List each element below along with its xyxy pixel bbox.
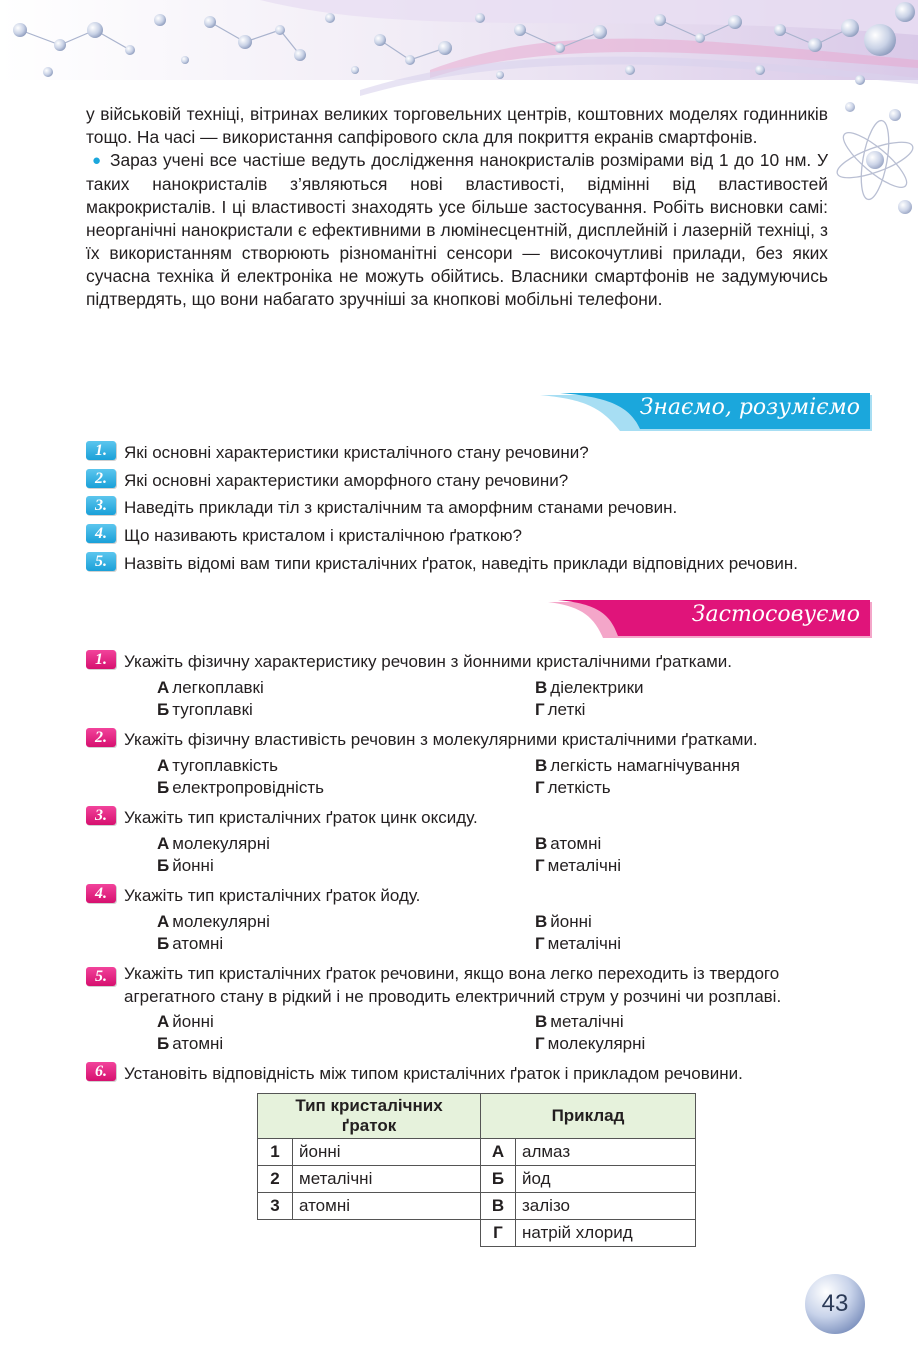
answer-option[interactable] [157,755,278,777]
intro-paragraph-2-text: Зараз учені все частіше ведуть дослідження нанокристалів розмірами від 1 до 10 нм. У таких нанокристалів з’являються нові властивості, відмінні від властивостей макрокристалів. І ці властивості знаходять усе більше застосування. Робіть висновки самі: неорганічні нанокристали є ефективними в люмінесцентній, дисплейній і лазерній техніці, з їх використанням створюють різноманітні сенсори — високочутливі прилади, без яких сучасна техніка й електроніка не можуть обійтись. Власники смартфонів не задумуючись підтвердять, що вони набагато зручніші за кнопкові мобільні телефони. [86,150,828,309]
option-letter: А [157,1012,170,1031]
option-letter: А [157,756,170,775]
row-key: 2 [258,1166,293,1193]
option-text: легкість намагнічування [550,756,740,775]
table-row [258,1166,696,1193]
header-text: ґраток [341,1116,397,1135]
question-text: Що називають кристалом і кристалічною ґраткою? [124,526,522,545]
table-row [258,1193,696,1220]
question-number-badge: 1. [86,441,116,460]
question-item [86,441,589,464]
row-key: Б [481,1166,516,1193]
option-letter: Б [157,778,170,797]
answer-option[interactable] [535,833,601,855]
answer-option[interactable] [535,911,592,933]
task-text: Укажіть тип кристалічних ґраток йоду. [124,886,421,905]
question-text: Які основні характеристики аморфного стану речовини? [124,471,569,490]
option-letter: В [535,678,548,697]
table-header-type [258,1094,481,1139]
option-text: молекулярні [172,912,270,931]
option-letter: В [535,912,548,931]
table-header-example: Приклад [481,1094,696,1139]
answer-option[interactable] [535,1033,645,1055]
answer-option[interactable] [157,1011,214,1033]
intro-paragraph-2 [86,149,828,311]
task-number-badge: 3. [86,806,116,825]
option-text: металічні [547,856,621,875]
option-text: металічні [547,934,621,953]
answer-option[interactable] [535,1011,624,1033]
question-number-badge: 4. [86,524,116,543]
option-letter: В [535,1012,548,1031]
header-text: Тип кристалічних [295,1096,443,1115]
empty-cell [293,1220,481,1247]
row-key: 1 [258,1139,293,1166]
question-item [86,496,677,519]
intro-text [86,103,828,311]
row-value: алмаз [516,1139,696,1166]
row-value: металічні [293,1166,481,1193]
question-item [86,552,798,575]
section-title: Застосовуємо [691,602,860,627]
answer-option[interactable] [157,699,253,721]
question-text: Назвіть відомі вам типи кристалічних ґраток, наведіть приклади відповідних речовин. [124,554,798,573]
option-letter: Б [157,856,170,875]
option-text: йонні [550,912,592,931]
task-text: Установіть відповідність між типом кристалічних ґраток і прикладом речовини. [124,1064,743,1083]
option-text: тугоплавкі [172,700,253,719]
question-number-badge: 3. [86,496,116,515]
option-letter: Г [535,934,545,953]
answer-option[interactable] [157,911,270,933]
option-text: електропровідність [172,778,324,797]
task-text-line: Укажіть тип кристалічних ґраток речовини, якщо вона легко переходить із твердого [124,964,780,983]
atom-decoration [820,95,918,225]
option-text: діелектрики [550,678,644,697]
section-header-apply [548,600,872,640]
option-text: тугоплавкість [172,756,279,775]
matching-table [257,1093,696,1247]
page-number: 43 [821,1290,849,1317]
question-number-badge: 5. [86,552,116,571]
option-text: йонні [172,1012,214,1031]
task-text: Укажіть тип кристалічних ґраток цинк оксиду. [124,808,478,827]
option-text: атомні [172,934,224,953]
option-text: металічні [550,1012,624,1031]
option-letter: Б [157,700,170,719]
option-text: атомні [172,1034,224,1053]
answer-option[interactable] [157,833,270,855]
question-item [86,524,522,547]
bullet-icon: ● [92,152,102,169]
question-text: Наведіть приклади тіл з кристалічним та аморфним станами речовин. [124,498,678,517]
row-value: атомні [293,1193,481,1220]
task-item [86,806,478,829]
question-item [86,469,568,492]
row-value: натрій хлорид [516,1220,696,1247]
question-number-badge: 2. [86,469,116,488]
row-value: залізо [516,1193,696,1220]
task-number-badge: 6. [86,1062,116,1081]
task-number-badge: 1. [86,650,116,669]
answer-option[interactable] [157,777,324,799]
answer-option[interactable] [157,933,223,955]
task-text-line: агрегатного стану в рідкий і не проводить електричний струм у розчині чи розплаві. [124,987,782,1006]
option-letter: В [535,834,548,853]
option-text: леткість [547,778,611,797]
task-item [86,728,758,751]
task-text [124,962,781,1008]
answer-option[interactable] [535,777,611,799]
option-text: легкоплавкі [172,678,264,697]
task-item [86,650,732,673]
answer-option[interactable] [535,755,740,777]
answer-option[interactable] [535,677,644,699]
task-number-badge: 4. [86,884,116,903]
option-letter: В [535,756,548,775]
section-header-know-understand [540,393,872,433]
row-key: 3 [258,1193,293,1220]
option-text: атомні [550,834,602,853]
task-number-badge: 2. [86,728,116,747]
table-row [258,1139,696,1166]
option-letter: Г [535,778,545,797]
option-letter: А [157,834,170,853]
row-value: йонні [293,1139,481,1166]
row-key: В [481,1193,516,1220]
answer-option[interactable] [535,855,621,877]
answer-option[interactable] [157,677,264,699]
page-number-badge [804,1273,866,1335]
section-title: Знаємо, розуміємо [639,395,860,420]
option-letter: Г [535,856,545,875]
question-text: Які основні характеристики кристалічного стану речовини? [124,443,589,462]
task-number-badge: 5. [86,967,116,986]
option-letter: Г [535,700,545,719]
table-row [258,1220,696,1247]
intro-paragraph-1: у військовій техніці, вітринах великих торговельних центрів, коштовних моделях годинників тощо. На часі — використання сапфірового скла для покриття екранів смартфонів. [86,104,828,147]
row-key: Г [481,1220,516,1247]
task-text: Укажіть фізичну властивість речовин з молекулярними кристалічними ґратками. [124,730,758,749]
option-letter: А [157,912,170,931]
row-value: йод [516,1166,696,1193]
option-letter: Б [157,1034,170,1053]
molecule-banner-decoration [0,0,918,110]
option-text: леткі [547,700,586,719]
option-text: йонні [172,856,214,875]
task-item [86,1062,743,1085]
option-text: молекулярні [547,1034,646,1053]
task-item [86,962,781,1008]
option-letter: Б [157,934,170,953]
empty-cell [258,1220,293,1247]
answer-option[interactable] [157,1033,223,1055]
row-key: А [481,1139,516,1166]
answer-option[interactable] [157,855,214,877]
answer-option[interactable] [535,933,621,955]
task-text: Укажіть фізичну характеристику речовин з йонними кристалічними ґратками. [124,652,732,671]
option-letter: Г [535,1034,545,1053]
answer-option[interactable] [535,699,585,721]
task-item [86,884,420,907]
option-letter: А [157,678,170,697]
option-text: молекулярні [172,834,270,853]
